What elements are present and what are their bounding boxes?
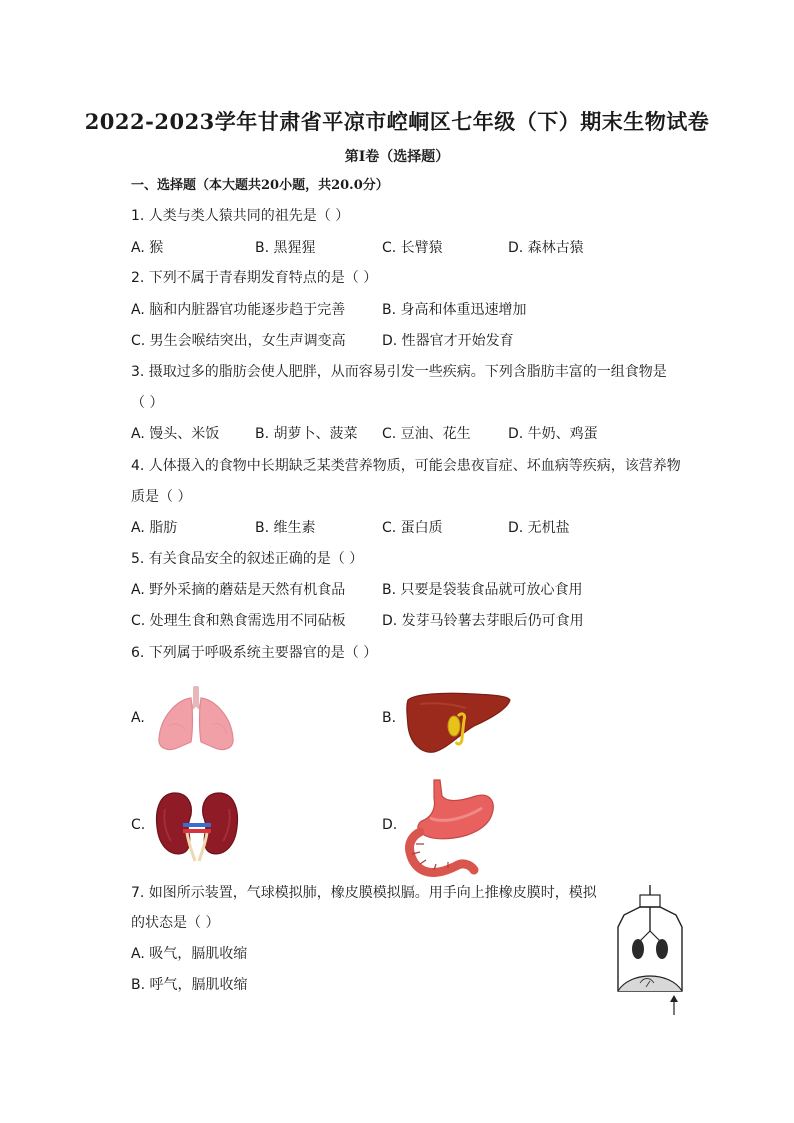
question-3-option-b[interactable]: B. 胡萝卜、菠菜 — [255, 426, 358, 442]
liver-icon — [404, 690, 512, 756]
question-2-option-c[interactable]: C. 男生会喉结突出，女生声调变高 — [131, 333, 346, 349]
question-5-option-c[interactable]: C. 处理生食和熟食需选用不同砧板 — [131, 613, 346, 629]
page-subtitle: 第I卷（选择题） — [344, 149, 450, 165]
question-5-option-b[interactable]: B. 只要是袋装食品就可放心食用 — [382, 582, 583, 598]
question-6-option-c[interactable]: C. — [131, 817, 146, 833]
stomach-icon — [404, 778, 496, 874]
question-4-option-d[interactable]: D. 无机盐 — [508, 520, 570, 536]
question-3-option-c[interactable]: C. 豆油、花生 — [382, 426, 471, 442]
question-7-option-b[interactable]: B. 呼气，膈肌收缩 — [131, 977, 248, 993]
kidneys-icon — [153, 789, 241, 861]
question-3-stem: 3. 摄取过多的脂肪会使人肥胖，从而容易引发一些疾病。下列含脂肪丰富的一组食物是 — [131, 364, 667, 380]
question-1-option-d[interactable]: D. 森林古猿 — [508, 240, 584, 256]
question-3-stem-continued: （ ） — [131, 395, 164, 411]
question-2-option-a[interactable]: A. 脑和内脏器官功能逐步趋于完善 — [131, 302, 346, 318]
question-5-option-a[interactable]: A. 野外采摘的蘑菇是天然有机食品 — [131, 582, 346, 598]
question-7-stem: 7. 如图所示装置，气球模拟肺，橡皮膜模拟膈。用手向上推橡皮膜时，模拟 — [131, 885, 597, 901]
question-6-option-d[interactable]: D. — [382, 817, 398, 833]
question-2-stem: 2. 下列不属于青春期发育特点的是（ ） — [131, 270, 378, 286]
question-6-option-b[interactable]: B. — [382, 710, 397, 726]
question-4-stem: 4. 人体摄入的食物中长期缺乏某类营养物质，可能会患夜盲症、坏血病等疾病，该营养物 — [131, 458, 681, 474]
question-3-option-a[interactable]: A. 馒头、米饭 — [131, 426, 220, 442]
bell-jar-diaphragm-model-icon — [610, 885, 690, 1017]
question-1-option-c[interactable]: C. 长臂猿 — [382, 240, 443, 256]
question-1-option-a[interactable]: A. 猴 — [131, 240, 164, 256]
question-1-stem: 1. 人类与类人猿共同的祖先是（ ） — [131, 208, 350, 224]
question-1-option-b[interactable]: B. 黑猩猩 — [255, 240, 316, 256]
question-4-option-a[interactable]: A. 脂肪 — [131, 520, 178, 536]
lungs-icon — [155, 686, 237, 752]
question-2-option-d[interactable]: D. 性器官才开始发育 — [382, 333, 514, 349]
question-2-option-b[interactable]: B. 身高和体重迅速增加 — [382, 302, 527, 318]
question-4-option-c[interactable]: C. 蛋白质 — [382, 520, 443, 536]
question-7-stem-continued: 的状态是（ ） — [131, 915, 220, 931]
question-5-option-d[interactable]: D. 发芽马铃薯去芽眼后仍可食用 — [382, 613, 584, 629]
question-7-option-a[interactable]: A. 吸气，膈肌收缩 — [131, 946, 248, 962]
question-6-stem: 6. 下列属于呼吸系统主要器官的是（ ） — [131, 645, 378, 661]
question-4-stem-continued: 质是（ ） — [131, 489, 192, 505]
question-5-stem: 5. 有关食品安全的叙述正确的是（ ） — [131, 551, 364, 567]
section-heading: 一、选择题（本大题共20小题，共20.0分） — [131, 178, 389, 193]
question-6-option-a[interactable]: A. — [131, 710, 145, 726]
page-title: 2022-2023学年甘肃省平凉市崆峒区七年级（下）期末生物试卷 — [84, 109, 710, 134]
question-4-option-b[interactable]: B. 维生素 — [255, 520, 316, 536]
question-3-option-d[interactable]: D. 牛奶、鸡蛋 — [508, 426, 598, 442]
